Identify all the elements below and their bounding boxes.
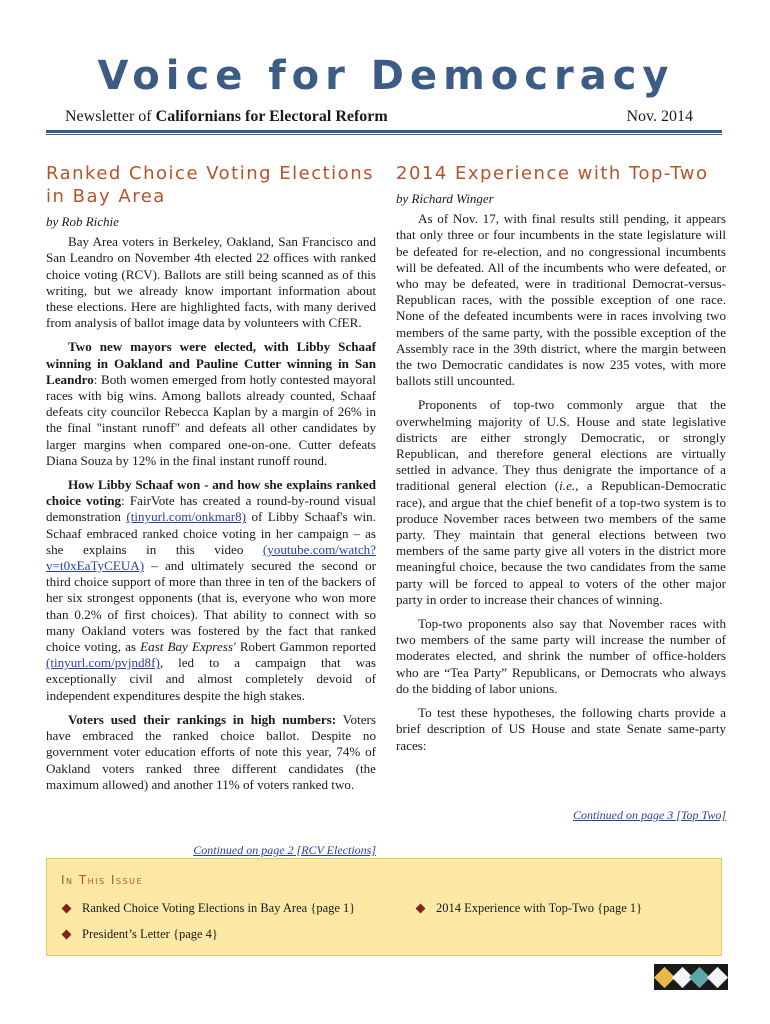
right-article [396, 162, 726, 762]
in-this-issue-heading: In This Issue [61, 873, 144, 887]
newsletter-title: Voice for Democracy [97, 53, 675, 99]
right-paragraph-3: Top-two proponents also say that November races with two members of the same party will increase the number of moderates elected, and shrink the number of office-holders who are “Tea Party” Republicans, or Democrats who always do the bidding of labor unions. [396, 616, 726, 696]
subtitle-org: Californians for Electoral Reform [155, 108, 388, 125]
tinyurl-pvjnd8f-link[interactable]: (tinyurl.com/pvjnd8f) [46, 655, 160, 671]
left-paragraph-1: Bay Area voters in Berkeley, Oakland, San Francisco and San Leandro on November 4th elected 22 offices with ranked choice voting (RCV). Ballots are still being scanned as of this writing, but we already know important information about these elections. Here are highlighted facts, with many derived from analysis of ballot image data by volunteers with CfER. [46, 234, 376, 331]
in-this-issue-box [46, 858, 722, 956]
masthead-rule-thin [46, 134, 722, 135]
toc-item-label: 2014 Experience with Top-Two {page 1} [436, 901, 643, 915]
right-p2-italic: i.e., [559, 478, 579, 494]
logo-gem-white [707, 966, 728, 987]
issue-date: Nov. 2014 [626, 108, 693, 125]
left-p4-lead: Voters used their rankings in high numbers: [68, 711, 337, 727]
diamond-bullet-icon [62, 904, 72, 914]
toc-item-label: President’s Letter {page 4} [82, 927, 218, 941]
left-p3-text-d: Robert Gammon reported [235, 639, 377, 655]
subtitle-prefix: Newsletter of [65, 108, 156, 125]
right-paragraph-4: To test these hypotheses, the following charts provide a brief description of US House and state Senate same-party races: [396, 705, 726, 753]
right-paragraph-1: As of Nov. 17, with final results still pending, it appears that only three or four incumbents in the state legislature will be defeated for re-election, and no congressional incumbents will be defeated. All of the incumbents who were defeated, or who may be defeated, were in traditional Democrat-versus-Republican races, with the possible exception of one race. None of the defeated incumbents were in races involving two members of the same party, with the possible exception of the Assembly race in the 39th district, where the margin between the two Democratic candidates is now 235 votes, with more ballots still uncounted. [396, 211, 726, 389]
toc-item-rcv[interactable] [63, 901, 355, 916]
tinyurl-onkmar8-link[interactable]: (tinyurl.com/onkmar8) [126, 509, 247, 525]
left-paragraph-4 [46, 712, 376, 793]
left-p3-text-e: , led to a campaign that was exceptionally civil and almost completely devoid of independent expenditures despite the high stakes. [46, 655, 376, 703]
left-article [46, 162, 376, 801]
left-article-headline: Ranked Choice Voting Elections in Bay Area [46, 163, 374, 207]
newsletter-subtitle [65, 108, 388, 126]
toc-item-top-two[interactable] [417, 901, 642, 916]
left-p3-lead: How Libby Schaaf won - and how she explains ranked choice voting [46, 477, 376, 509]
right-p2-text-b: a Republican-Democratic race), and argue that the chief benefit of a top-two system is to produce November races between two members of the same party. They maintain that general elections between two members of the same party give all voters in the district more meaningful choice, because the two candidates from the same party will be forced to appeal to voters of the other major party in order to increase their chances of winning. [396, 478, 727, 607]
left-p2-body: : Both women emerged from hotly contested mayoral races with big wins. Among ballots already counted, Schaaf defeats city councilor Rebecca Kaplan by a margin of 26% in the final "instant runoff" and defeats all other candidates by larger margins when compared one-on-one. Cutter defeats Diana Souza by 12% in the final instant runoff round. [46, 371, 376, 468]
right-article-headline: 2014 Experience with Top-Two [396, 163, 709, 184]
masthead [46, 54, 726, 98]
left-paragraph-2 [46, 339, 376, 469]
toc-item-presidents-letter[interactable] [63, 927, 218, 942]
right-p2-text-a: Proponents of top-two commonly argue that the overwhelming majority of U.S. House and state legislative districts are either strongly Democratic, or strongly Republican, and therefore general elections are virtually settled in advance. They thus denigrate the importance of a traditional general election ( [396, 397, 726, 494]
toc-item-label: Ranked Choice Voting Elections in Bay Area {page 1} [82, 901, 356, 915]
left-p4-body: Voters have embraced the ranked choice ballot. Despite no government voter education efforts of note this year, 74% of Oakland voters ranked three different candidates (the maximum allowed) and another 11% of voters ranked two. [46, 711, 376, 792]
right-continued-link[interactable]: Continued on page 3 [Top Two] [572, 808, 726, 822]
left-continued-link[interactable]: Continued on page 2 [RCV Elections] [193, 843, 376, 857]
left-p3-text-c: – and ultimately secured the second or third choice support of more than three in ten of the backers of her six strongest opponents (that is, everyone who won more than 0.2% of first choices). That ability to connect with so many Oakland voters was fostered by the fact that ranked choice voting, as [46, 558, 376, 655]
cfer-logo [654, 964, 728, 990]
right-article-byline: by Richard Winger [396, 191, 494, 206]
left-paragraph-3 [46, 477, 376, 704]
left-p3-text-a: : FairVote has created a round-by-round visual demonstration [46, 493, 376, 525]
diamond-bullet-icon [416, 904, 426, 914]
youtube-video-link[interactable]: (youtube.com/watch?v=t0xEaTyCEUA) [46, 541, 376, 574]
masthead-rule [46, 130, 722, 133]
east-bay-express-title: East Bay Express' [140, 639, 236, 655]
left-p2-lead: Two new mayors were elected, with Libby Schaaf winning in Oakland and Pauline Cutter winning in San Leandro [46, 339, 376, 387]
masthead-subline [65, 108, 693, 126]
right-paragraph-2 [396, 397, 726, 608]
diamond-bullet-icon [62, 930, 72, 940]
left-p3-text-b: of Libby Schaaf's win. Schaaf embraced ranked choice voting in her campaign – as she explains in this video [46, 509, 376, 557]
logo-cell [709, 966, 727, 988]
left-article-byline: by Rob Richie [46, 214, 119, 229]
